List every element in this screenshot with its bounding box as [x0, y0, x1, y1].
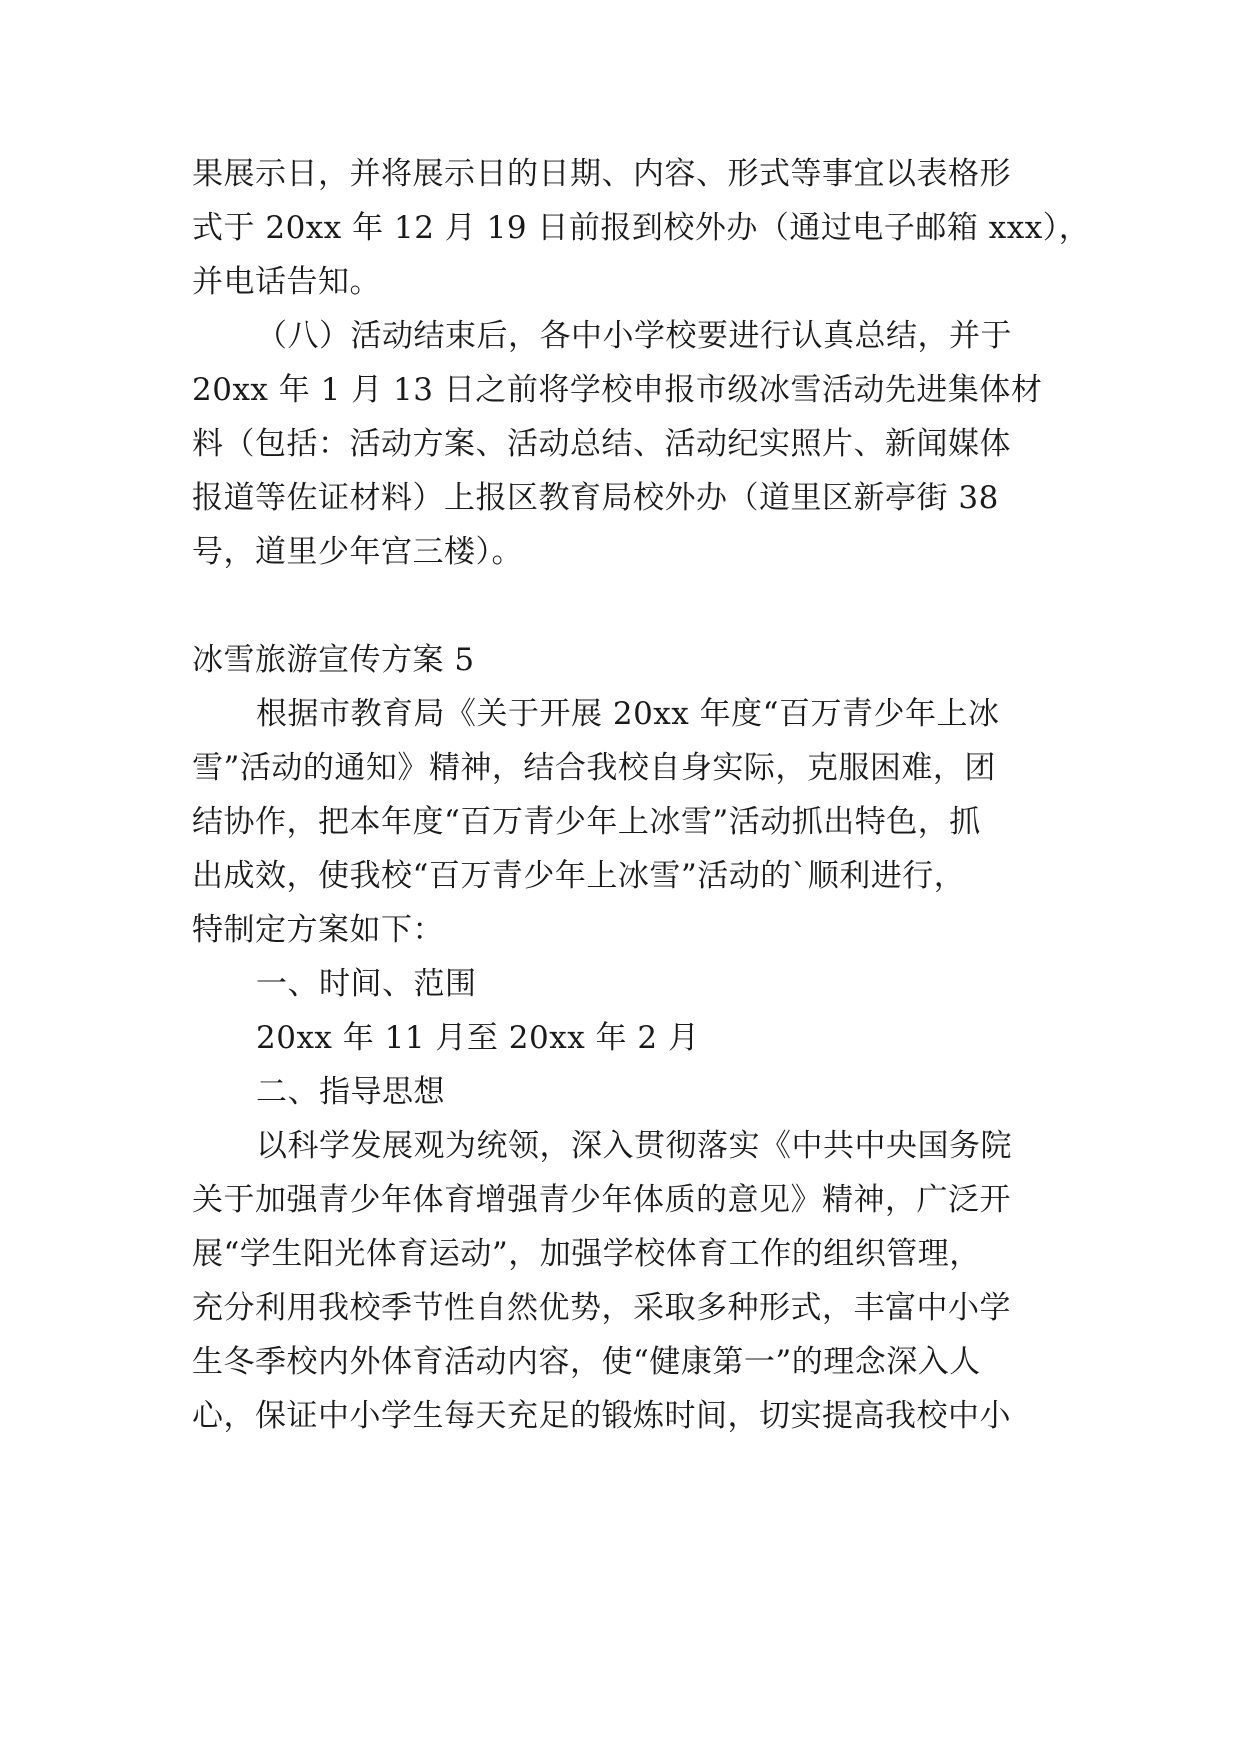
paragraph-line: 料（包括：活动方案、活动总结、活动纪实照片、新闻媒体 — [192, 426, 1011, 462]
paragraph-line: 号，道里少年宫三楼）。 — [192, 534, 523, 570]
paragraph-line: 根据市教育局《关于开展 20xx 年度“百万青少年上冰 — [256, 696, 1000, 732]
paragraph-line: 20xx 年 11 月至 20xx 年 2 月 — [256, 1020, 700, 1056]
paragraph-line: 式于 20xx 年 12 月 19 日前报到校外办（通过电子邮箱 xxx）， — [192, 210, 1091, 246]
paragraph-line: 心，保证中小学生每天充足的锻炼时间，切实提高我校中小 — [192, 1398, 1011, 1434]
paragraph-line: 报道等佐证材料）上报区教育局校外办（道里区新亭街 38 — [192, 480, 999, 516]
paragraph-line: 20xx 年 1 月 13 日之前将学校申报市级冰雪活动先进集体材 — [192, 372, 1043, 408]
heading-guiding-idea: 二、指导思想 — [256, 1074, 445, 1110]
paragraph-line: 雪”活动的通知》精神，结合我校自身实际，克服困难，团 — [192, 750, 996, 786]
paragraph-line: （八）活动结束后，各中小学校要进行认真总结，并于 — [256, 318, 1012, 354]
paragraph-line: 出成效，使我校“百万青少年上冰雪”活动的`顺利进行， — [192, 858, 966, 894]
paragraph-line: 充分利用我校季节性自然优势，采取多种形式，丰富中小学 — [192, 1290, 1011, 1326]
paragraph-line: 以科学发展观为统领，深入贯彻落实《中共中央国务院 — [256, 1128, 1012, 1164]
section-title: 冰雪旅游宣传方案 5 — [192, 642, 475, 678]
paragraph-line: 结协作，把本年度“百万青少年上冰雪”活动抓出特色，抓 — [192, 804, 981, 840]
paragraph-line: 生冬季校内外体育活动内容，使“健康第一”的理念深入人 — [192, 1344, 981, 1380]
paragraph-line: 特制定方案如下： — [192, 912, 444, 948]
heading-time-scope: 一、时间、范围 — [256, 966, 477, 1002]
paragraph-line: 展“学生阳光体育运动”，加强学校体育工作的组织管理， — [192, 1236, 981, 1272]
paragraph-line: 关于加强青少年体育增强青少年体质的意见》精神，广泛开 — [192, 1182, 1011, 1218]
paragraph-line: 果展示日，并将展示日的日期、内容、形式等事宜以表格形 — [192, 156, 1011, 192]
paragraph-line: 并电话告知。 — [192, 264, 381, 300]
